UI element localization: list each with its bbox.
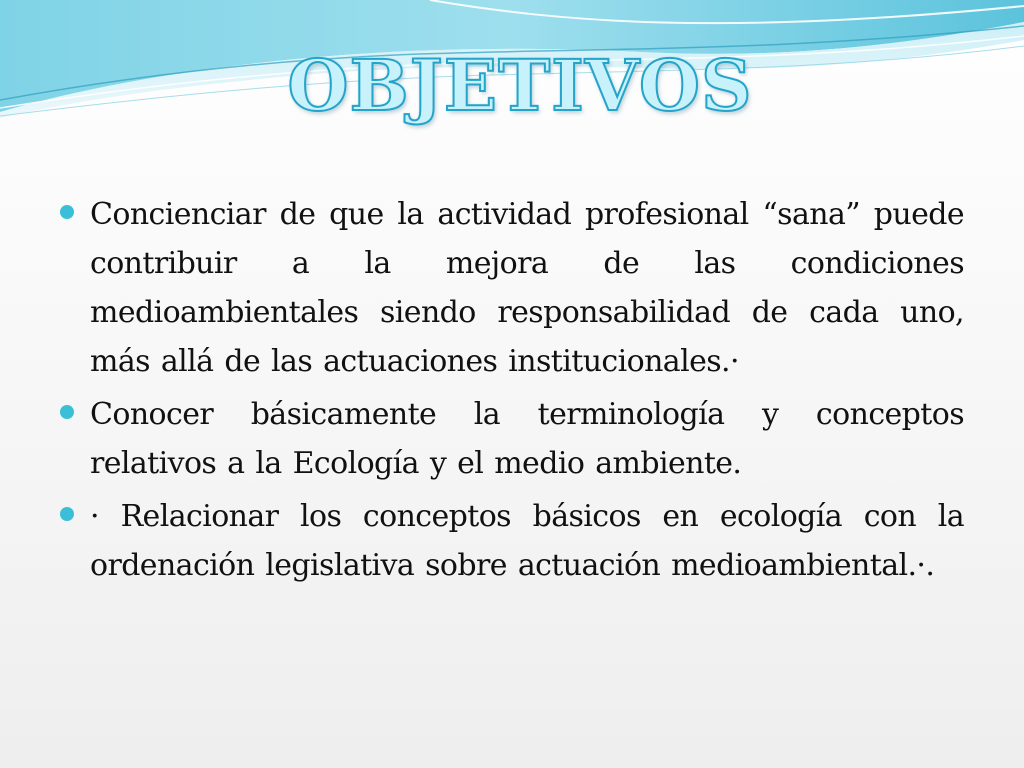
bullet-text: Concienciar de que la actividad profesional “sana” puede contribuir a la mejora de las condiciones medioambientales siendo responsabilidad de cada uno, más allá de las actuaciones institucionales.· bbox=[90, 197, 964, 379]
bullet-icon bbox=[60, 405, 74, 419]
bullet-text: · Relacionar los conceptos básicos en ecología con la ordenación legislativa sobre actuación medioambiental.·. bbox=[90, 499, 964, 583]
bullet-text: Conocer básicamente la terminología y conceptos relativos a la Ecología y el medio ambiente. bbox=[90, 397, 964, 481]
list-item bbox=[58, 390, 964, 488]
bullet-icon bbox=[60, 205, 74, 219]
objectives-list bbox=[58, 190, 964, 594]
list-item bbox=[58, 492, 964, 590]
bullet-icon bbox=[60, 507, 74, 521]
list-item bbox=[58, 190, 964, 386]
slide-title: OBJETIVOS bbox=[287, 44, 753, 127]
